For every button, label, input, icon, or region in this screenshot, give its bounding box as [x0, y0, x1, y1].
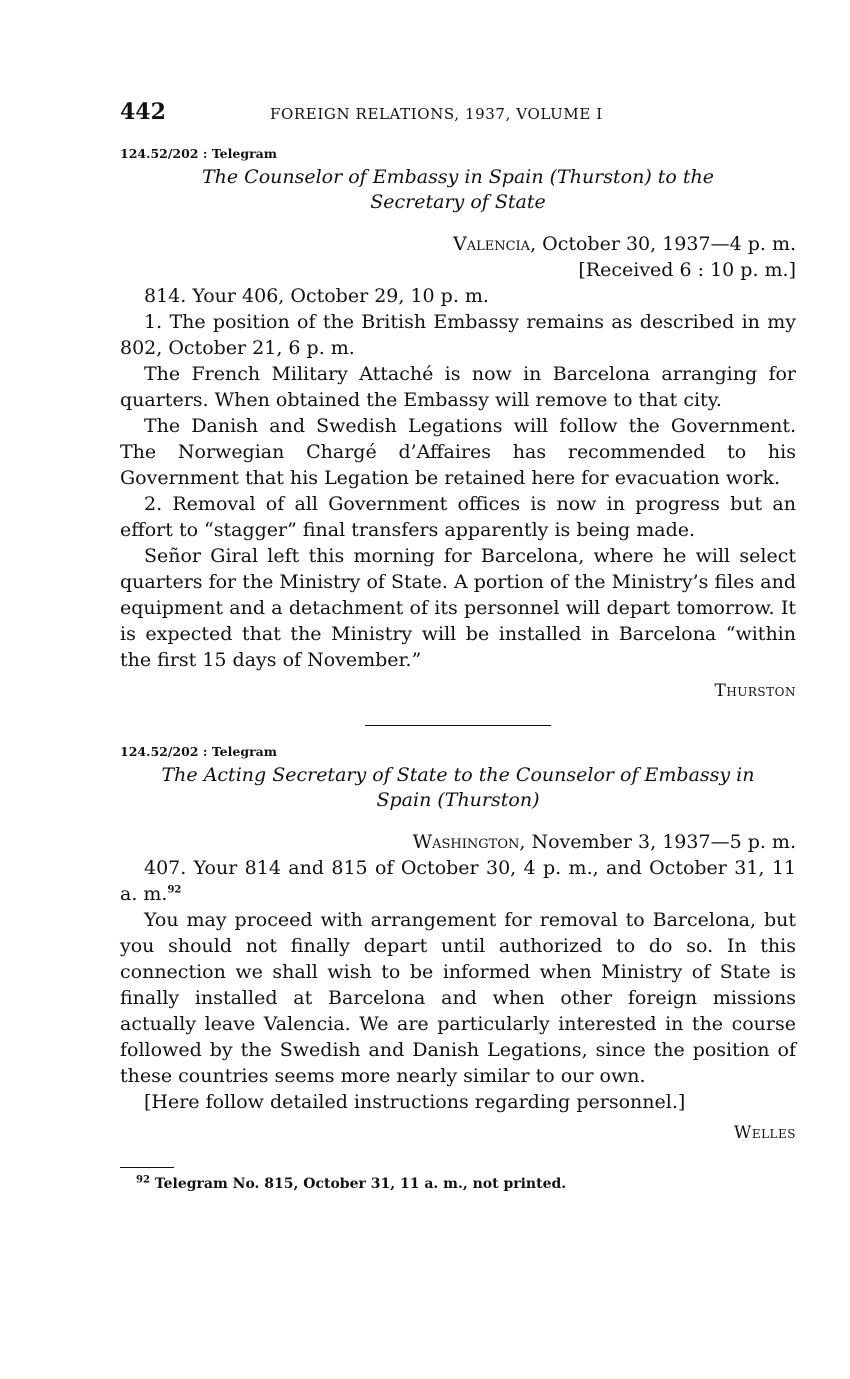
- dateline: [120, 829, 796, 855]
- page-number: 442: [120, 99, 166, 125]
- document-title: The Acting Secretary of State to the Counselor of Embassy in Spain (Thurston): [161, 764, 755, 811]
- paragraph: 2. Removal of all Government offices is now in progress but an effort to “stagger” final transfers apparently is being made.: [120, 493, 796, 541]
- footnote: [136, 1176, 796, 1192]
- paragraph: Señor Giral left this morning for Barcelona, where he will select quarters for the Ministry of State. A portion of the Ministry’s files and equipment and a detachment of its personnel will depart tomorrow. It is expected that the Ministry will be installed in Barcelona “within the first 15 days of November.”: [120, 545, 796, 671]
- footnote-marker: 92: [136, 1174, 150, 1186]
- document-1: [120, 146, 796, 701]
- file-reference: 124.52/202 : Telegram: [120, 744, 277, 759]
- paragraph: 1. The position of the British Embassy remains as described in my 802, October 21, 6 p. m.: [120, 311, 796, 359]
- dateline: [120, 231, 796, 257]
- dateline-place: Washington: [412, 831, 520, 853]
- dateline-date: , November 3, 1937—5 p. m.: [519, 831, 796, 853]
- paragraph: You may proceed with arrangement for removal to Barcelona, but you should not finally depart until authorized to do so. In this connection we shall wish to be informed when Ministry of State is finally installed at Barcelona and when other foreign missions actually leave Valencia. We are particularly interested in the course followed by the Swedish and Danish Legations, since the position of these countries seems more nearly similar to our own.: [120, 909, 796, 1087]
- paragraph: [Here follow detailed instructions regarding personnel.]: [144, 1091, 686, 1113]
- paragraph: [120, 855, 796, 907]
- received-line: [Received 6 : 10 p. m.]: [578, 259, 796, 281]
- page-header: [120, 95, 796, 135]
- dateline-place: Valencia: [452, 233, 531, 255]
- signature: Welles: [733, 1123, 796, 1143]
- footnote-text: Telegram No. 815, October 31, 11 a. m., not printed.: [154, 1176, 567, 1192]
- section-divider: [365, 725, 551, 726]
- document-page: [120, 95, 796, 1192]
- paragraph: 814. Your 406, October 29, 10 p. m.: [144, 285, 489, 307]
- paragraph: The Danish and Swedish Legations will follow the Government. The Norwegian Chargé d’Affaires has recommended to his Government that his Legation be retained here for evacuation work.: [120, 415, 796, 489]
- running-title: FOREIGN RELATIONS, 1937, VOLUME I: [270, 105, 603, 123]
- paragraph: The French Military Attaché is now in Barcelona arranging for quarters. When obtained the Embassy will remove to that city.: [120, 363, 796, 411]
- footnote-ref: 92: [167, 884, 182, 896]
- document-2: [120, 744, 796, 1143]
- paragraph-text: 407. Your 814 and 815 of October 30, 4 p. m., and October 31, 11 a. m.: [120, 857, 796, 905]
- footnote-rule: [120, 1167, 174, 1168]
- file-reference: 124.52/202 : Telegram: [120, 146, 277, 161]
- signature: Thurston: [714, 681, 796, 701]
- dateline-date: , October 30, 1937—4 p. m.: [530, 233, 796, 255]
- document-title: The Counselor of Embassy in Spain (Thurston) to the Secretary of State: [201, 166, 715, 213]
